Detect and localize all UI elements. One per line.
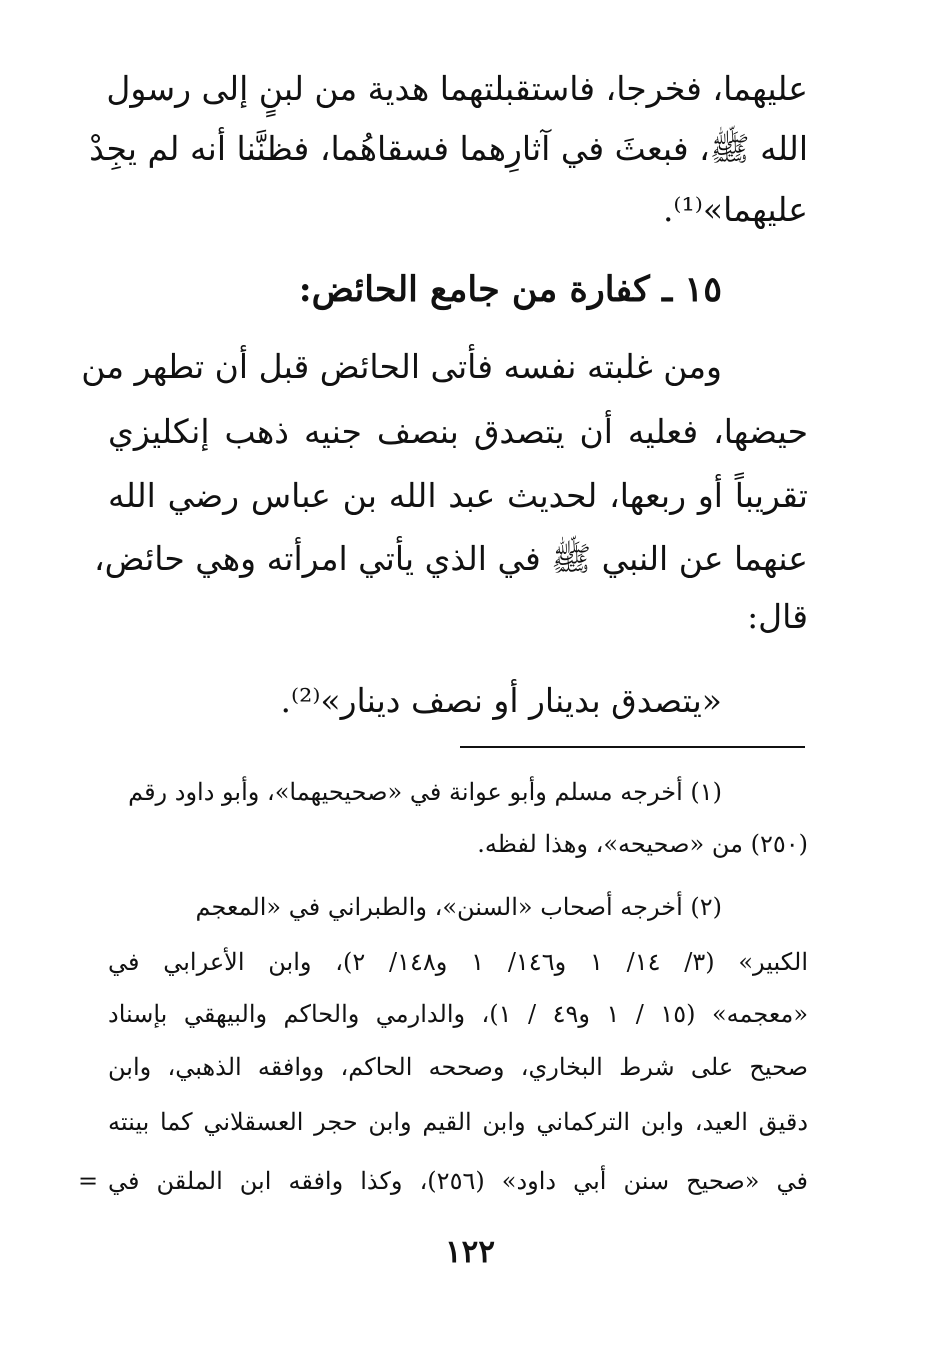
section-line-1: ومن غلبته نفسه فأتى الحائض قبل أن تطهر من	[81, 347, 722, 386]
footnote-separator	[460, 746, 805, 748]
body-line-3: عليهما»⁽¹⁾.	[662, 190, 808, 229]
footnote-1-line-2: (٢٥٠) من «صحيحه»، وهذا لفظه.	[477, 830, 808, 858]
footnote-2-line-3: «معجمه» (١٥ / ١ و٤٩ / ١)، والدارمي والحاكم والبيهقي بإسناد	[108, 1000, 809, 1028]
section-line-4: عنهما عن النبي ﷺ في الذي يأتي امرأته وهي حائض،	[94, 539, 808, 578]
body-line-2: الله ﷺ، فبعثَ في آثارِهما فسقاهُما، فظنَّنا أنه لم يجِدْ	[89, 129, 808, 168]
section-heading: ١٥ ـ كفارة من جامع الحائض:	[298, 269, 722, 310]
footnote-2-line-1: (٢) أخرجه أصحاب «السنن»، والطبراني في «المعجم	[195, 893, 722, 921]
footnote-1-line-1: (١) أخرجه مسلم وأبو عوانة في «صحيحيهما»، وأبو داود رقم	[128, 778, 722, 806]
hadith-quote: «يتصدق بدينار أو نصف دينار»⁽²⁾.	[280, 681, 722, 720]
page-number: ١٢٢	[445, 1234, 495, 1270]
footnote-2-line-5: دقيق العيد، وابن التركماني وابن القيم وابن حجر العسقلاني كما بينته	[108, 1108, 808, 1136]
section-line-2: حيضها، فعليه أن يتصدق بنصف جنيه ذهب إنكليزي	[108, 412, 808, 451]
footnote-2-line-4: صحيح على شرط البخاري، وصححه الحاكم، ووافقه الذهبي، وابن	[108, 1053, 808, 1081]
footnote-2-line-6: في «صحيح سنن أبي داود» (٢٥٦)، وكذا وافقه ابن الملقن في	[108, 1167, 808, 1195]
footnote-continuation-mark: =	[78, 1167, 99, 1195]
footnote-2-line-2: الكبير» (٣/ ١٤/ ١ و١٤٦/ ١ و١٤٨/ ٢)، وابن الأعرابي في	[108, 948, 808, 976]
section-line-3: تقريباً أو ربعها، لحديث عبد الله بن عباس رضي الله	[108, 476, 808, 515]
body-line-1: عليهما، فخرجا، فاستقبلتهما هدية من لبنٍ إلى رسول	[106, 69, 808, 108]
section-line-5: قال:	[747, 597, 808, 636]
